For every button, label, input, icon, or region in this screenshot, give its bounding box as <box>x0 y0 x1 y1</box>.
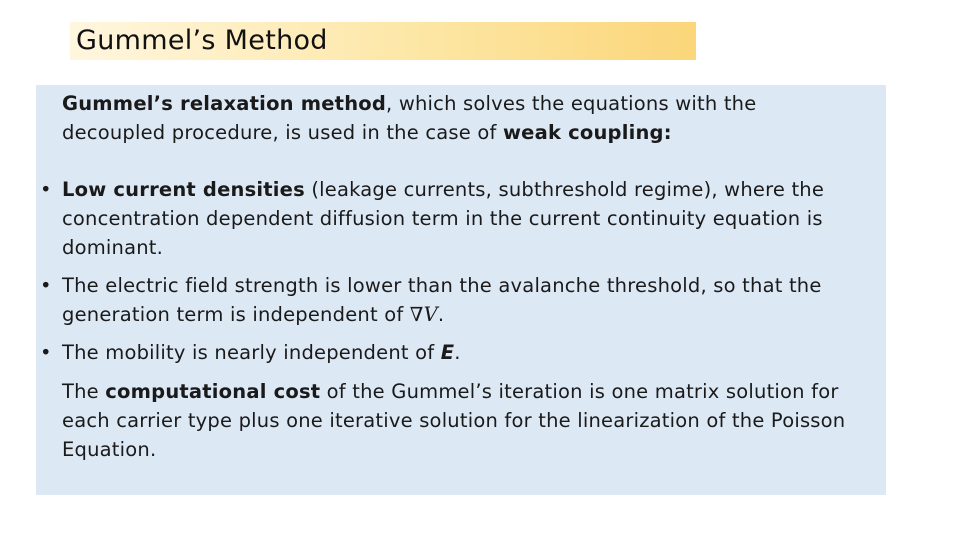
bullet-2-tail: . <box>437 303 445 326</box>
bullet-3-text: The mobility is nearly independent of <box>62 341 441 364</box>
bullet-1-text: (leakage currents, subthreshold regime), where the concentration dependent diffusion term in the current continuity equation is dominant. <box>62 178 825 259</box>
closing-bold: computational cost <box>105 380 321 403</box>
bullet-marker: • <box>40 178 52 201</box>
bullet-1-bold-lead: Low current densities <box>62 178 305 201</box>
content-box <box>36 85 886 495</box>
bullet-item-1 <box>40 175 860 263</box>
title-bar <box>70 22 696 60</box>
closing-text-pre: The <box>62 380 106 403</box>
intro-bold-lead: Gummel’s relaxation method <box>62 92 387 115</box>
intro-paragraph <box>62 89 862 147</box>
bullet-3-tail: . <box>454 341 461 364</box>
page-title: Gummel’s Method <box>76 25 328 56</box>
bullet-2-symbol: ∇V <box>409 303 438 326</box>
bullet-item-3 <box>40 338 860 368</box>
bullet-marker: • <box>40 341 52 364</box>
closing-paragraph <box>62 377 862 464</box>
closing-text: of the Gummel’s iteration is one matrix solution for each carrier type plus one iterative solution for the linearization of the Poisson Equation. <box>62 380 846 461</box>
bullet-3-symbol: E <box>440 341 455 364</box>
bullet-item-2 <box>40 271 860 331</box>
bullet-2-text: The electric field strength is lower than the avalanche threshold, so that the generation term is independent of <box>62 274 822 326</box>
intro-text: , which solves the equations with the decoupled procedure, is used in the case of <box>62 92 757 144</box>
bullet-marker: • <box>40 274 52 297</box>
intro-bold-tail: weak coupling: <box>502 121 672 144</box>
